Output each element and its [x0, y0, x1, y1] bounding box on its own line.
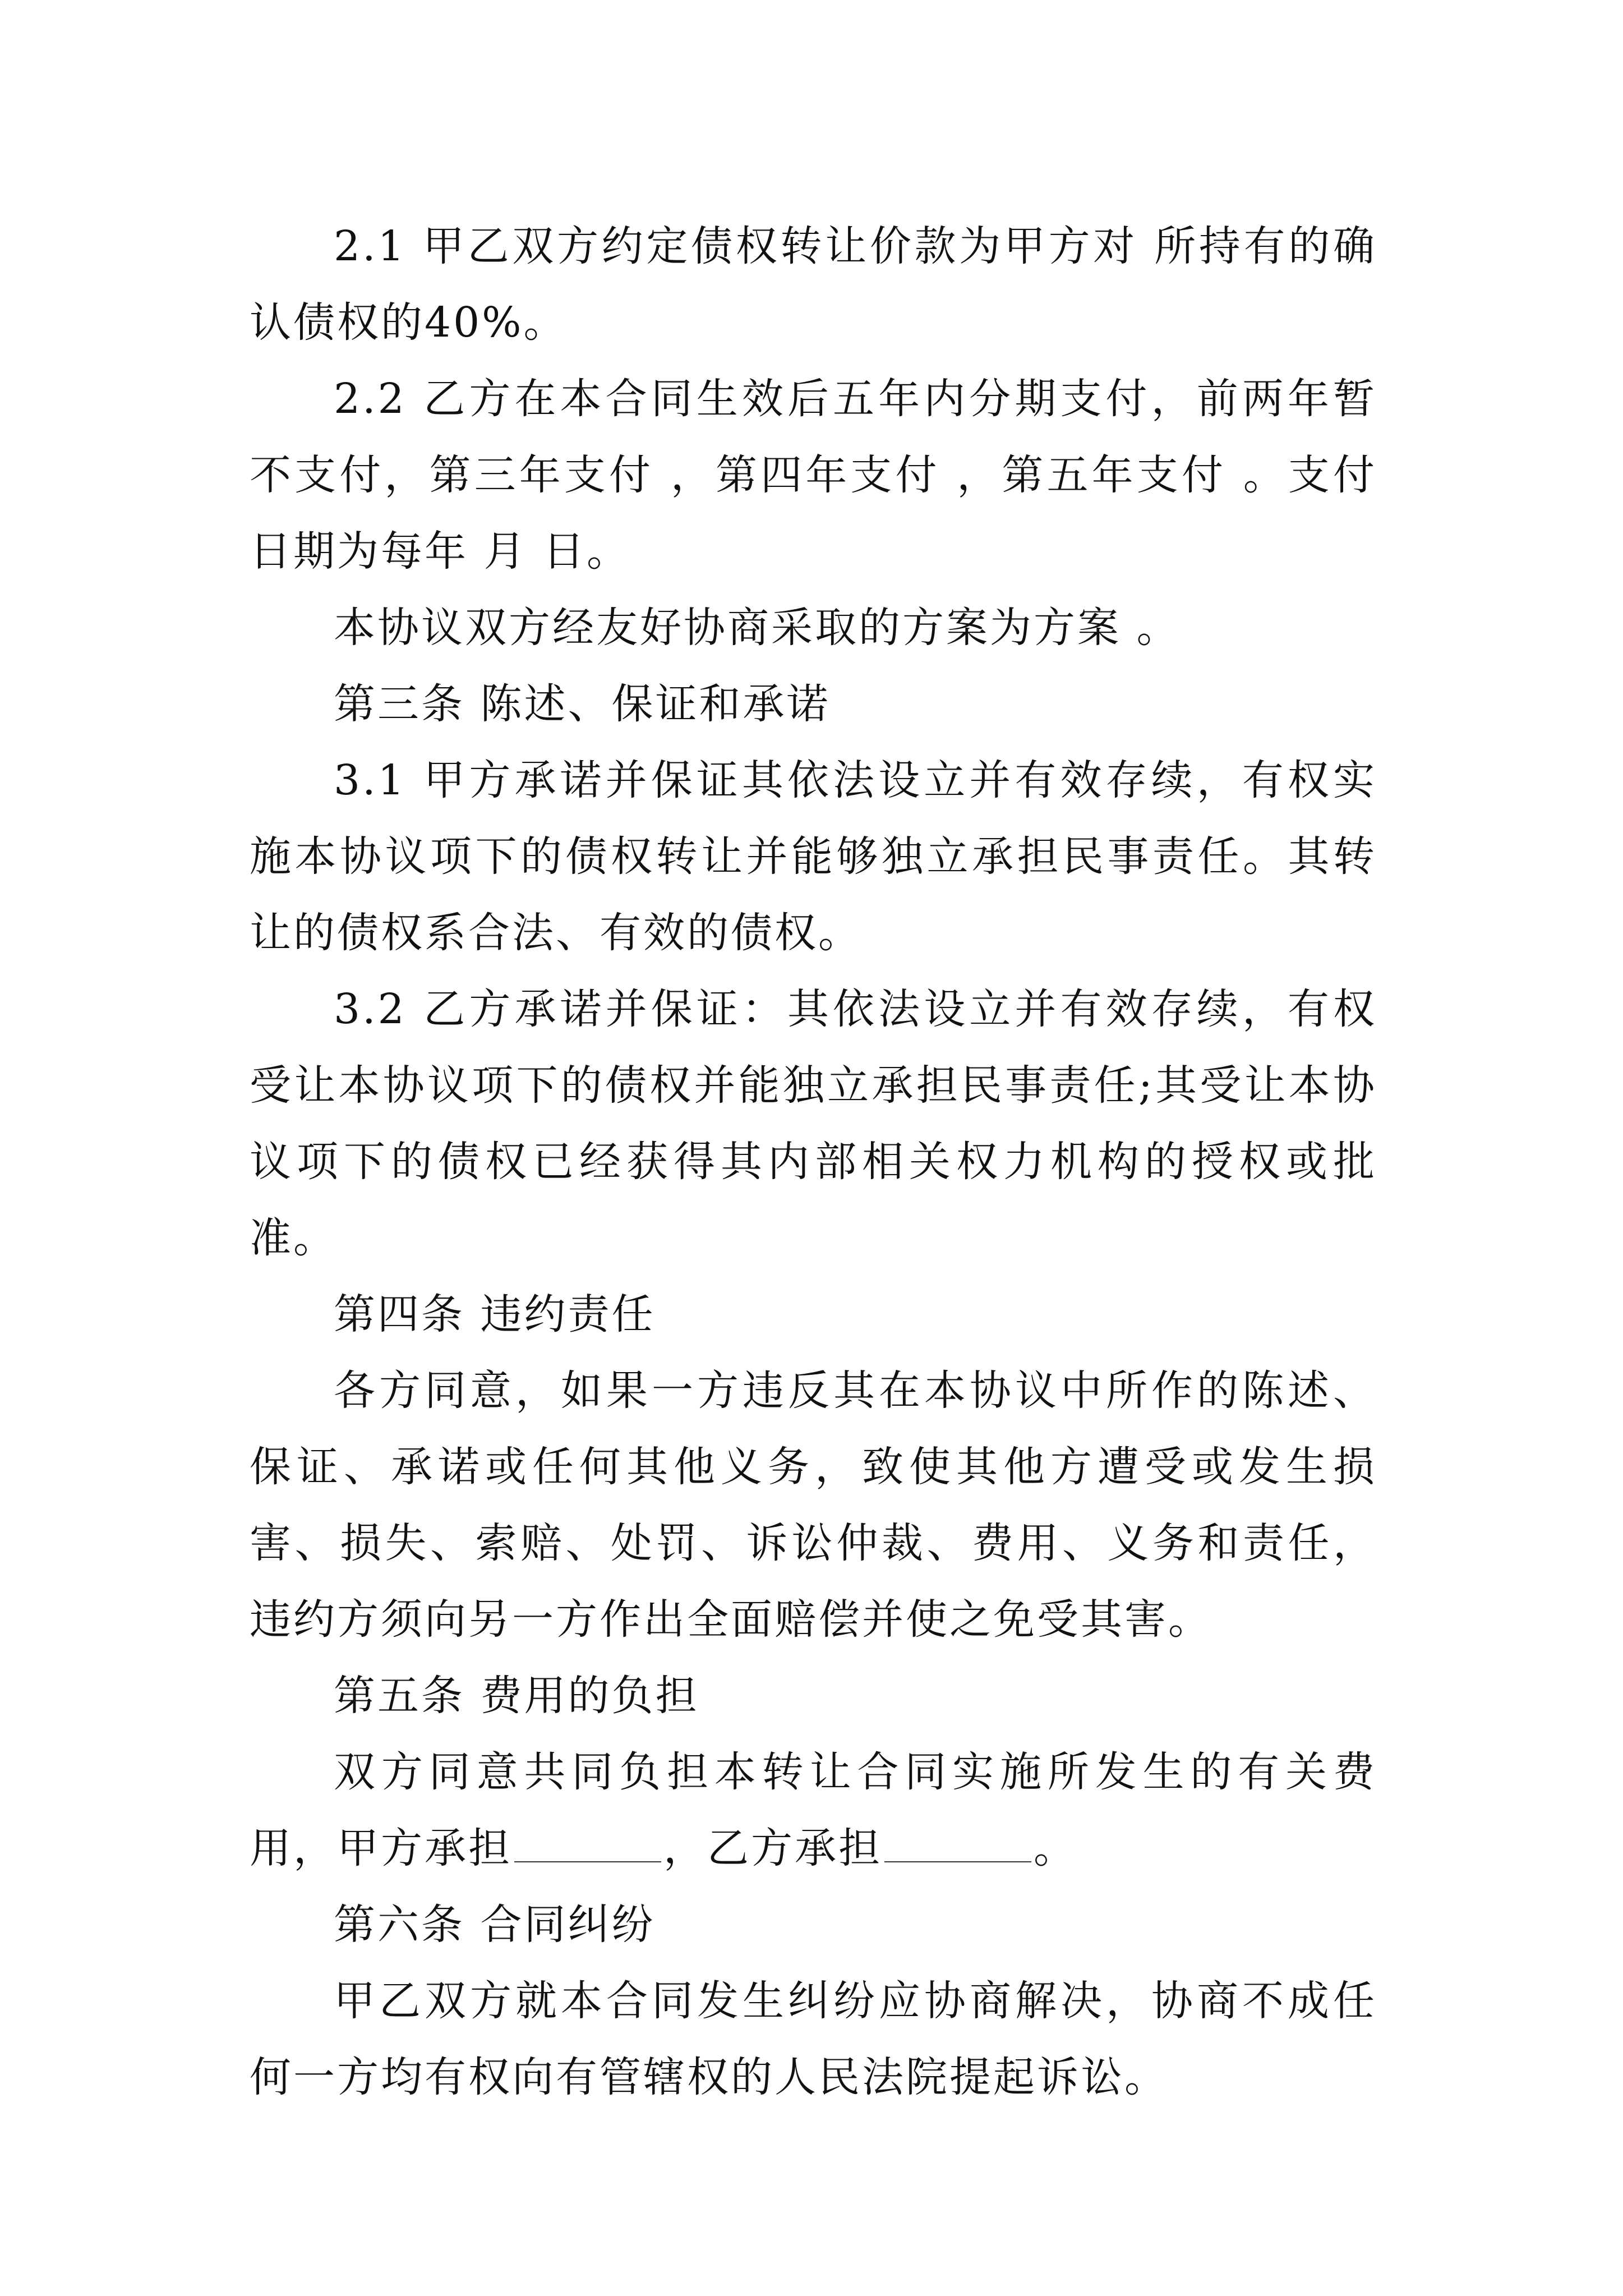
clause-3-1-paragraph: 3.1 甲方承诺并保证其依法设立并有效存续，有权实施本协议项下的债权转让并能够独立承担民事责任。其转让的债权系合法、有效的债权。	[250, 756, 1377, 957]
cost-sharing-text-party-a: 双方同意共同负担本转让合同实施所发生的有关费用，甲方承担	[250, 1748, 1377, 1872]
breach-liability-paragraph: 各方同意，如果一方违反其在本协议中所作的陈述、保证、承诺或任何其他义务，致使其他方遭受或发生损害、损失、索赔、处罚、诉讼仲裁、费用、义务和责任，违约方须向另一方作出全面赔偿并使之免受其害。	[250, 1366, 1377, 1644]
article-6-heading: 第六条 合同纠纷	[334, 1901, 656, 1949]
party-a-cost-blank	[514, 1824, 661, 1862]
article-5-heading: 第五条 费用的负担	[334, 1672, 699, 1720]
document-body	[250, 208, 1377, 2115]
clause-3-2-paragraph: 3.2 乙方承诺并保证：其依法设立并有效存续，有权受让本协议项下的债权并能独立承担民事责任;其受让本协议项下的债权已经获得其内部相关权力机构的授权或批准。	[250, 985, 1377, 1262]
clause-2-1-paragraph: 2.1 甲乙双方约定债权转让价款为甲方对 所持有的确认债权的40%。	[250, 222, 1377, 347]
article-3-heading: 第三条 陈述、保证和承诺	[334, 680, 831, 728]
cost-sharing-text-end: 。	[1034, 1824, 1077, 1872]
party-b-cost-blank	[884, 1824, 1031, 1862]
cost-sharing-paragraph	[250, 1734, 1377, 1887]
dispute-resolution-paragraph: 甲乙双方就本合同发生纠纷应协商解决，协商不成任何一方均有权向有管辖权的人民法院提起诉讼。	[250, 1977, 1377, 2101]
cost-sharing-text-party-b: ，乙方承担	[663, 1824, 882, 1872]
clause-2-2-paragraph: 2.2 乙方在本合同生效后五年内分期支付，前两年暂不支付，第三年支付 ，第四年支付 ，第五年支付 。支付日期为每年 月 日。	[250, 375, 1377, 576]
article-4-heading: 第四条 违约责任	[334, 1290, 656, 1338]
payment-plan-paragraph: 本协议双方经友好协商采取的方案为方案 。	[334, 604, 1181, 652]
